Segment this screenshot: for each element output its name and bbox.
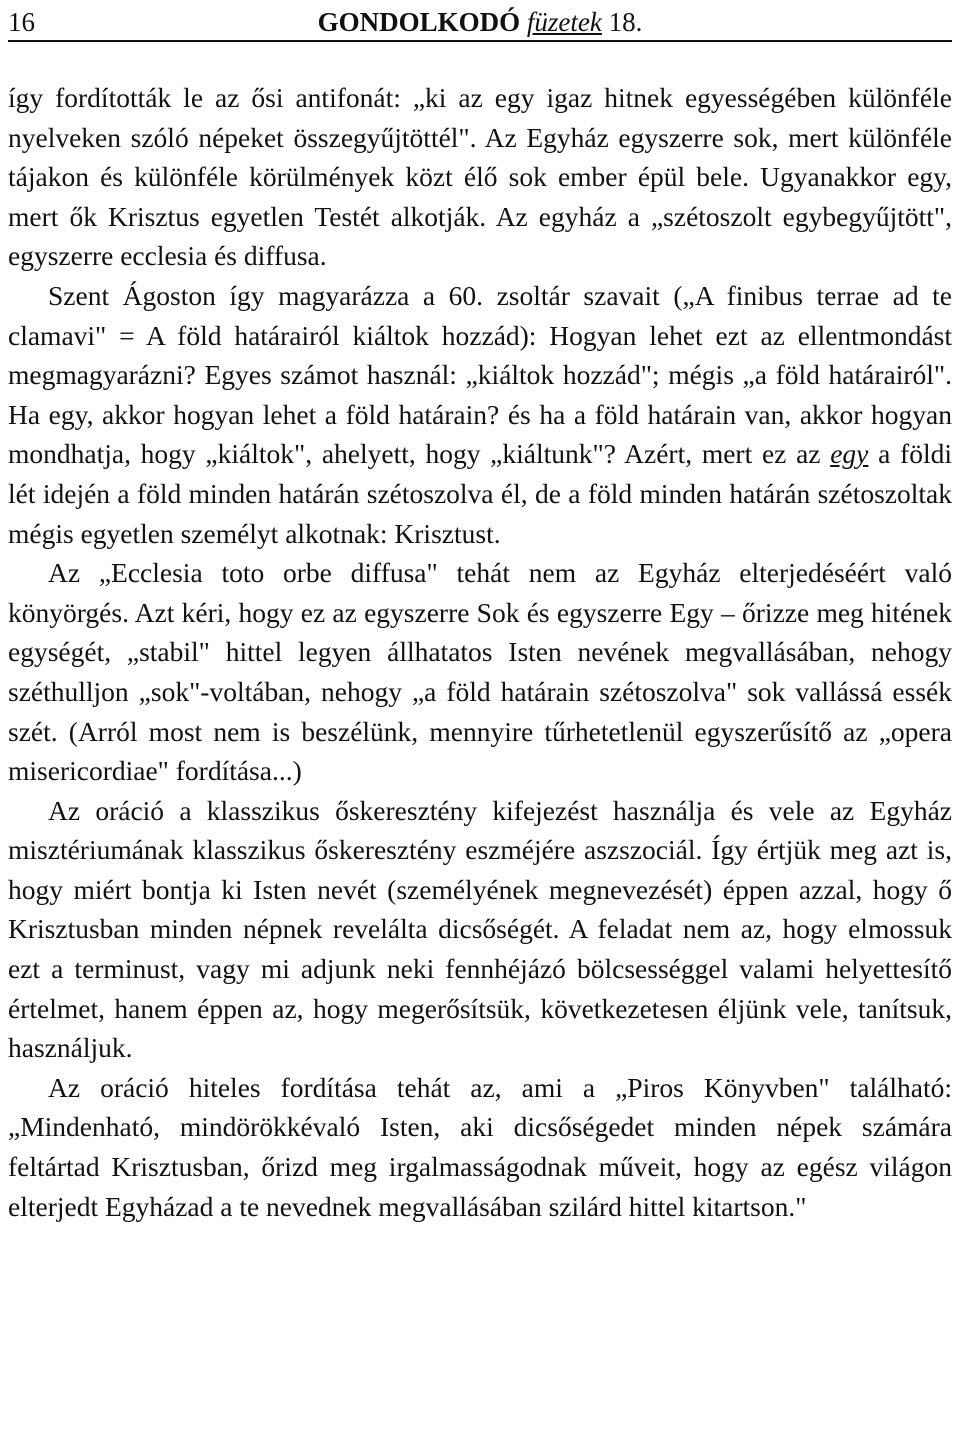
journal-issue: 18. bbox=[608, 7, 643, 37]
paragraph-text: így fordították le az ősi antifonát: „ki az egy igaz hitnek egyességében különféle nyelveken szóló népeket összegyűjtöttél". Az Egyház egyszerre sok, mert különféle tájakon és különféle körülmények közt élő sok ember épül bele. Ugyanakkor egy, mert ők Krisztus egyetlen Testét alkotják. Az egyház a „szétoszolt egybegyűjtött", egyszerre ecclesia és diffusa. bbox=[8, 82, 952, 272]
emphasis-text: egy bbox=[830, 438, 869, 470]
paragraph-text: Szent Ágoston így magyarázza a 60. zsoltár szavait („A finibus terrae ad te clamavi" = A föld határairól kiáltok hozzád): Hogyan lehet ezt az ellentmondást megmagyarázni? Egyes számot használ: „kiáltok hozzád"; mégis „a föld határairól". Ha egy, akkor hogyan lehet a föld határain? és ha a föld határain van, akkor hogyan mondhatja, hogy „kiáltok", ahelyett, hogy „kiáltunk"? Azért, mert ez az bbox=[8, 279, 952, 470]
paragraph-text: Az oráció a klasszikus őskeresztény kifejezést használja és vele az Egyház misztériumának klasszikus őskeresztény eszméjére aszszociál. Így értjük meg azt is, hogy miért bontja ki Isten nevét (személyének megnevezését) éppen azzal, hogy ő Krisztusban minden népnek revelálta dicsőségét. A feladat nem az, hogy elmossuk ezt a terminust, vagy mi adjunk neki fennhéjázó bölcsességgel valami helyettesítő értelmet, hanem éppen az, hogy megerősítsük, következetesen éljünk vele, tanítsuk, használjuk. bbox=[8, 794, 952, 1064]
paragraph-text: Az „Ecclesia toto orbe diffusa" tehát nem az Egyház elterjedéséért való könyörgés. Azt kéri, hogy ez az egyszerre Sok és egyszerre Egy – őrizze meg hitének egységét, „stabil" hittel legyen állhatatos Isten nevének megvallásában, nehogy széthulljon „sok"-voltában, nehogy „a föld határain szétoszolva" sok vallássá essék szét. (Arról most nem is beszélünk, mennyire tűrhetetlenül egyszerűsítő az „opera misericordiae" fordítása...) bbox=[8, 557, 952, 787]
paragraph-text: a földi lét idején a föld minden határán szétoszolva él, de a föld minden határán szétoszoltak mégis egyetlen személyt alkotnak: Krisztust. bbox=[8, 438, 952, 549]
header-rule bbox=[8, 40, 952, 42]
paragraph bbox=[8, 553, 952, 791]
body-text bbox=[8, 78, 952, 1226]
paragraph bbox=[8, 1068, 952, 1226]
journal-title-brand: GONDOLKODÓ bbox=[317, 7, 521, 37]
journal-title bbox=[8, 4, 952, 40]
page bbox=[8, 0, 952, 1445]
running-header bbox=[8, 4, 952, 40]
page-number: 16 bbox=[8, 7, 35, 37]
paragraph bbox=[8, 276, 952, 553]
paragraph-text: Az oráció hiteles fordítása tehát az, ami a „Piros Könyvben" található: „Mindenható, mindörökkévaló Isten, aki dicsőségedet minden népek számára feltártad Krisztusban, őrizd meg irgalmasságodnak műveit, hogy az egész világon elterjedt Egyházad a te nevednek megvallásában szilárd hittel kitartson." bbox=[8, 1071, 952, 1222]
paragraph bbox=[8, 78, 952, 276]
journal-title-sub: füzetek bbox=[526, 7, 602, 37]
paragraph bbox=[8, 791, 952, 1068]
